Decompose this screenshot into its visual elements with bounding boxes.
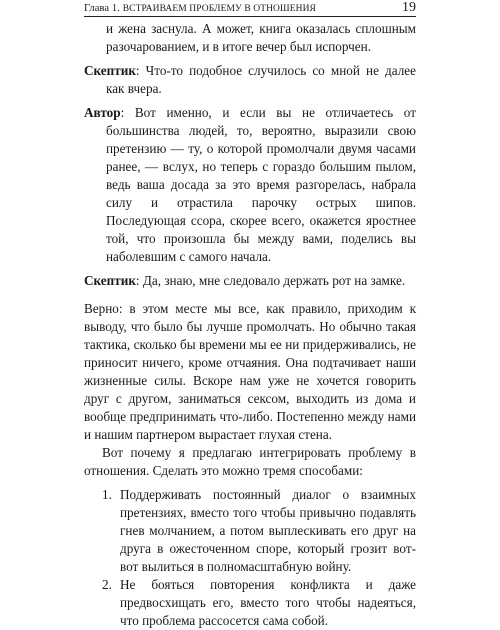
chapter-title: ВСТРАИВАЕМ ПРОБЛЕМУ В ОТНОШЕНИЯ <box>122 4 316 14</box>
dialogue-text: : Вот именно, и если вы не отличаетесь от большинства людей, то, вероятно, выразили свою претензию — ту, о которой промолчали двумя часами ранее, — вслух, но теперь с гораздо большим пылом, ведь ваша досада за это время разгорелась, набрала силу и отрастила парочку острых шипов. Последующая ссора, скорее всего, окажется яростнее той, что произошла бы между вами, поделись вы наболевшим с самого начала. <box>106 105 416 264</box>
page-number: 19 <box>402 0 416 15</box>
chapter-prefix: Глава 1. <box>84 3 120 14</box>
dialogue-line <box>84 62 416 98</box>
dialogue-line <box>84 272 416 290</box>
speaker-name: Скептик <box>84 63 136 78</box>
paragraph: Верно: в этом месте мы все, как правило, приходим к выводу, что было бы лучше промолчать. Но обычно такая тактика, сколько бы времени мы ее ни придерживались, не приносит ничего, кроме отчаяния. Она подтачивает наши жизненные силы. Вскоре нам уже не хочется говорить друг с другом, заниматься сексом, выходить из дома и вообще предпринимать что-либо. Постепенно между нами и нашим партнером вырастает глухая стена. <box>84 301 416 442</box>
speaker-name: Скептик <box>84 273 136 288</box>
speaker-name: Автор <box>84 105 121 120</box>
paragraph: Вот почему я предлагаю интегрировать проблему в отношения. Сделать это можно тремя способами: <box>84 445 416 478</box>
list-text: Поддерживать постоянный диалог о взаимных претензиях, вместо того чтобы привычно подавлять гнев молчанием, а потом выплескивать его друг на друга в ожесточенном споре, который грозит вот-вот вылиться в полномасштабную войну. <box>120 487 416 574</box>
list-item <box>84 576 416 630</box>
intro-continuation: и жена заснула. А может, книга оказалась сплошным разочарованием, и в итоге вечер был испорчен. <box>106 21 416 54</box>
page-body <box>84 20 416 630</box>
header-rule <box>84 16 416 17</box>
list-number: 1. <box>102 487 112 502</box>
chapter-header <box>84 1 316 17</box>
list-number: 2. <box>102 577 112 592</box>
running-head <box>84 0 416 16</box>
numbered-list <box>84 486 416 630</box>
dialogue-line <box>84 104 416 266</box>
dialogue-text: : Что-то подобное случилось со мной не далее как вчера. <box>106 63 416 96</box>
section-gap <box>84 290 416 300</box>
dialogue-text: : Да, знаю, мне следовало держать рот на замке. <box>135 273 406 288</box>
list-text: Не бояться повторения конфликта и даже предвосхищать его, вместо того чтобы надеяться, что проблема рассосется сама собой. <box>120 577 416 628</box>
